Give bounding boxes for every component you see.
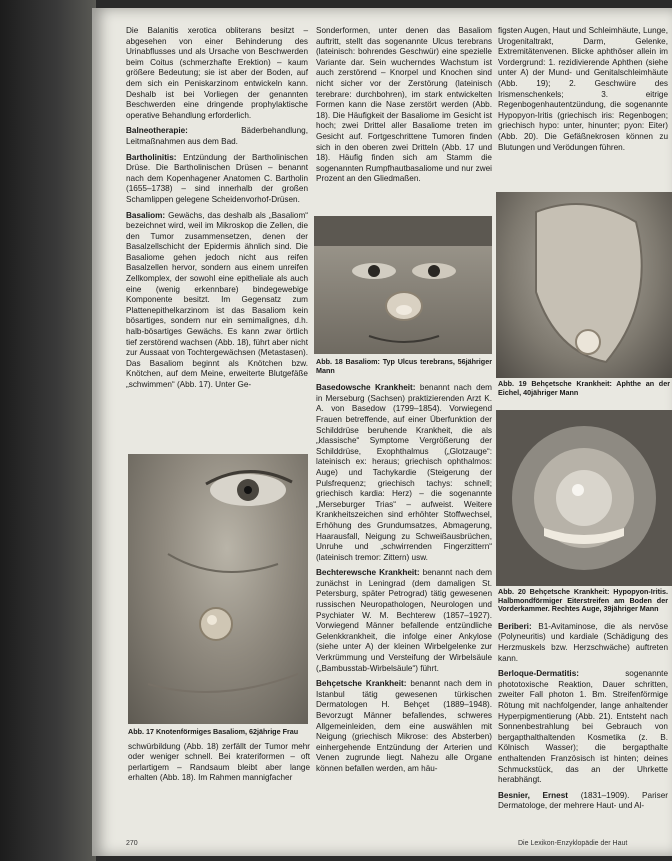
figure-19-illustration: [496, 192, 672, 378]
headword: Bechterewsche Krankheit:: [316, 568, 420, 578]
entry-text: (1831–1909). Pariser Dermatologe, der mehrere Haut- und Al-: [498, 790, 668, 811]
paragraph-behcet-continued: figsten Augen, Haut und Schleimhäute, Lunge, Urogenitaltrakt, Darm, Gelenke, Extremitätenvenen. Blicke aphthöser allein im Vordergrund: 1. rezidivierende Aphthen (siehe unter A) der Mund- und Genitalschleimhäute (Abb. 19); 2. Geschwüre des Irismenschenkels; 3. eitrige Regenbogenhautentzündung, die sogenannte Hypopyon-Iritis (griechisch iris: Regenbogen; griechisch hypo: unter, hinunter; pyon: Eiter) (Abb. 20). Die Gefäßnekrosen können zu Blutungen und Verödungen führen.: [498, 26, 668, 152]
entry-text: benannt nach dem zunächst in Leningrad (dem damaligen St. Petersburg, später Petrograd) tätig gewesenen russischen Neuropathologen, Neurologen und Psychiater W. M. Bechterew (1857–1927). Vorwiegend Männer befallende entzündliche Gelenkkrankheit, die infolge einer Ankylose (siehe unter A) der kleinen Wirbelgelenke zur Verkrümmung und Versteifung der Wirbelsäule („Bambusstab-Wirbelsäule“) führt.: [316, 568, 493, 673]
figure-20-caption: Abb. 20 Behçetsche Krankheit: Hypopyon-Iritis. Halbmondförmiger Eiterstreifen am Boden der Vorderkammer. Rechtes Auge, 39jähriger Mann: [498, 587, 668, 614]
paragraph-ulcus-terebrans: Sonderformen, unter denen das Basaliom auftritt, stellt das sogenannte Ulcus terebrans (lateinisch: bohrendes Geschwür) eine spezielle Variante dar. Sein wucherndes Wachstum ist auch zerstörend – Knorpel und Knochen sind nicht sicher vor der Zerstörung (lateinisch terebrare: durchbohren), im stark entwickelten Formen kann die Nase zerstört werden (Abb. 18). Die Häufigkeit der Basaliome im Gesicht ist hoch; zwei Drittel aller Basaliome treten im Gesicht auf. Fortgeschrittene Tumoren finden sich in den oberen zwei Dritteln (Abb. 17 und 18). Häufig finden sich am Stamm die sogenannten Rumpfhautbasaliome und nur zwei Prozent an den Gliedmaßen.: [316, 26, 492, 184]
entry-text: Gewächs, das deshalb als „Basaliom“ bezeichnet wird, weil im Mikroskop die Zellen, die den Tumor zusammensetzen, denen der Basalzellschicht der Epidermis ähnlich sind. Die Basaliome gehen jedoch nicht aus reifen Basalzellen hervor, sondern aus einem unreifen Zellkomplex, der sowohl eine epitheliale als auch eine (wenig erkennbare) bindegewebige Komponente besitzt. Im Gegensatz zum Plattenepithelkarzinom ist das Basaliom kein bösartiges, sondern nur ein semimalignes, d.h. halb-bösartiges Gewächs. Es kann zwar örtlich tief zerstörend wachsen (Abb. 18), führt aber nicht zur Aussaat von Tochtergewächsen (Metastasen). Das Basaliom beginnt als Knötchen bzw. Knötchen, auf dem Meine, erweiterte Blutgefäße „schwimmen“ (Abb. 17). Unter Ge-: [126, 210, 308, 389]
entry-berloque: [498, 669, 668, 786]
headword: Bartholinitis:: [126, 152, 177, 162]
paragraph-basaliom-continued: schwürbildung (Abb. 18) zerfällt der Tumor mehr oder weniger schnell. Bei krateriformen – oft perlartigem – Randsaum bleibt aber lange erhalten (Abb. 18). Im Rahmen mannigfacher: [128, 741, 310, 783]
headword: Beriberi:: [498, 621, 532, 631]
paragraph-balanitis: Die Balanitis xerotica obliterans besitzt – abgesehen von einer Behinderung des Urinabflusses und als Ursache von Beschwerden beim Coitus (schmerzhafte Erektion) – kaum größere Bedeutung; sie ist aber der Boden, auf dem sich ein Peniskarzinom entwickeln kann. Deshalb ist bei Vorliegen der genannten Beschwerden eine dringende prophylaktische operative Behandlung erforderlich.: [126, 26, 308, 120]
column-3: [498, 26, 668, 158]
figure-18-illustration: [314, 216, 492, 354]
entry-behcet: [316, 679, 492, 774]
entry-balneotherapie: [126, 126, 308, 147]
headword: Besnier, Ernest: [498, 790, 569, 800]
headword: Berloque-Dermatitis:: [498, 669, 579, 679]
figure-20-illustration: [496, 410, 672, 586]
entry-text: B1-Avitaminose, die als nervöse (Polyneuritis) und kardiale (Schädigung des Herzmuskels bzw. Herzschwäche) auftreten kann.: [498, 621, 668, 663]
entry-bartholinitis: [126, 153, 308, 206]
headword: Behçetsche Krankheit:: [316, 679, 407, 689]
figure-19-caption-block: [498, 380, 670, 402]
entry-text: Entzündung der Bartholinischen Drüse. Die Bartholinischen Drüsen – benannt nach dem Kopenhagener Anatomen C. Bartholin (1655–1738) – sind innerhalb der großen Schamlippen gelegene Scheidenvorhof-Drüsen.: [126, 152, 308, 204]
entry-bechterew: [316, 568, 492, 674]
entry-beriberi: [498, 622, 668, 664]
figure-17-photo: [128, 454, 308, 724]
entry-text: sogenannte phototoxische Reaktion, Dauer schritten, zweiter Fall photon 1. Bm. Streifenförmige Rötung mit nachfolgender, lange anhaltender Hyperpigmentierung (Abb. 21). Entsteht nach Sonnenbestrahlung bei Gebrauch von bergapthalthaltenden Kosmetika (z. B. Kölnisch Wasser); die bergapthalte enthaltenden Französisch ist hinten; deines Schmuckstück, das an der Uhrkette herabhängt.: [498, 669, 668, 785]
figure-19-photo: [496, 192, 672, 378]
entry-basaliom: [126, 211, 308, 391]
headword: Basaliom:: [126, 210, 166, 220]
figure-17-caption-block: [128, 728, 310, 789]
figure-18-photo: [314, 216, 492, 354]
headword: Balneotherapie:: [126, 126, 188, 136]
figure-18-caption: Abb. 18 Basaliom: Typ Ulcus terebrans, 56jähriger Mann: [316, 357, 492, 375]
figure-20-photo: [496, 410, 672, 586]
entry-text: benannt nach dem in Istanbul tätig gewesenen türkischen Dermatologen H. Behçet (1889–1948). Bevorzugt Männer befallendes, schweres Allgemeinleiden, dem eine auswählen mit Neigung (griechisch Mikrose: des Absterben) einhergehende Entzündung der Arterien und Venen zugrunde liegt. Nahezu alle Organe können befallen werden, am häu-: [316, 679, 492, 773]
entry-basedow: [316, 383, 492, 563]
headword: Basedowsche Krankheit:: [316, 383, 416, 393]
column-2: [316, 26, 492, 190]
figure-17-illustration: [128, 454, 308, 724]
book-spine-shadow: [0, 0, 96, 861]
figure-17-caption: Abb. 17 Knotenförmiges Basaliom, 62jährige Frau: [128, 727, 299, 736]
entry-text: Bäderbehandlung, Leitmaßnahmen aus dem Bad.: [126, 126, 308, 146]
column-3-lower: [498, 588, 668, 817]
figure-19-caption: Abb. 19 Behçetsche Krankheit: Aphthe an der Eichel, 40jähriger Mann: [498, 379, 670, 397]
running-head: Die Lexikon-Enzyklopädie der Haut: [518, 840, 628, 847]
entry-text: benannt nach dem in Merseburg (Sachsen) praktizierenden Arzt K. A. von Basedow (1799–1854). Vorwiegend Frauen betreffende, auf einer Überfunktion der Schilddrüse beruhende Krankheit, die als „klassische“ Symptome Vergrößerung der Schilddrüse, Exophthalmus („Glotzauge“: lateinisch ex: heraus; griechisch ophthalmos: Auge) und Tachykardie (Steigerung der Pulsfrequenz; griechisch tachys: schnell; griechisch kardia: Herz) – die sogenannte „Merseburger Trias“ – aufweist. Weitere Krankheitszeichen sind erhöhter Stoffwechsel, Erhöhung des Grundumsatzes, Abmagerung, Haarausfall, Neigung zu Schweißausbrüchen, Unruhe und „schwirrenden Fingerzittern“ (lateinisch tremor: Zittern) usw.: [316, 383, 492, 562]
column-2-lower: [316, 358, 492, 780]
book-page: [92, 8, 672, 856]
column-1: [126, 26, 308, 396]
entry-besnier: [498, 791, 668, 812]
page-number: 270: [126, 840, 138, 847]
